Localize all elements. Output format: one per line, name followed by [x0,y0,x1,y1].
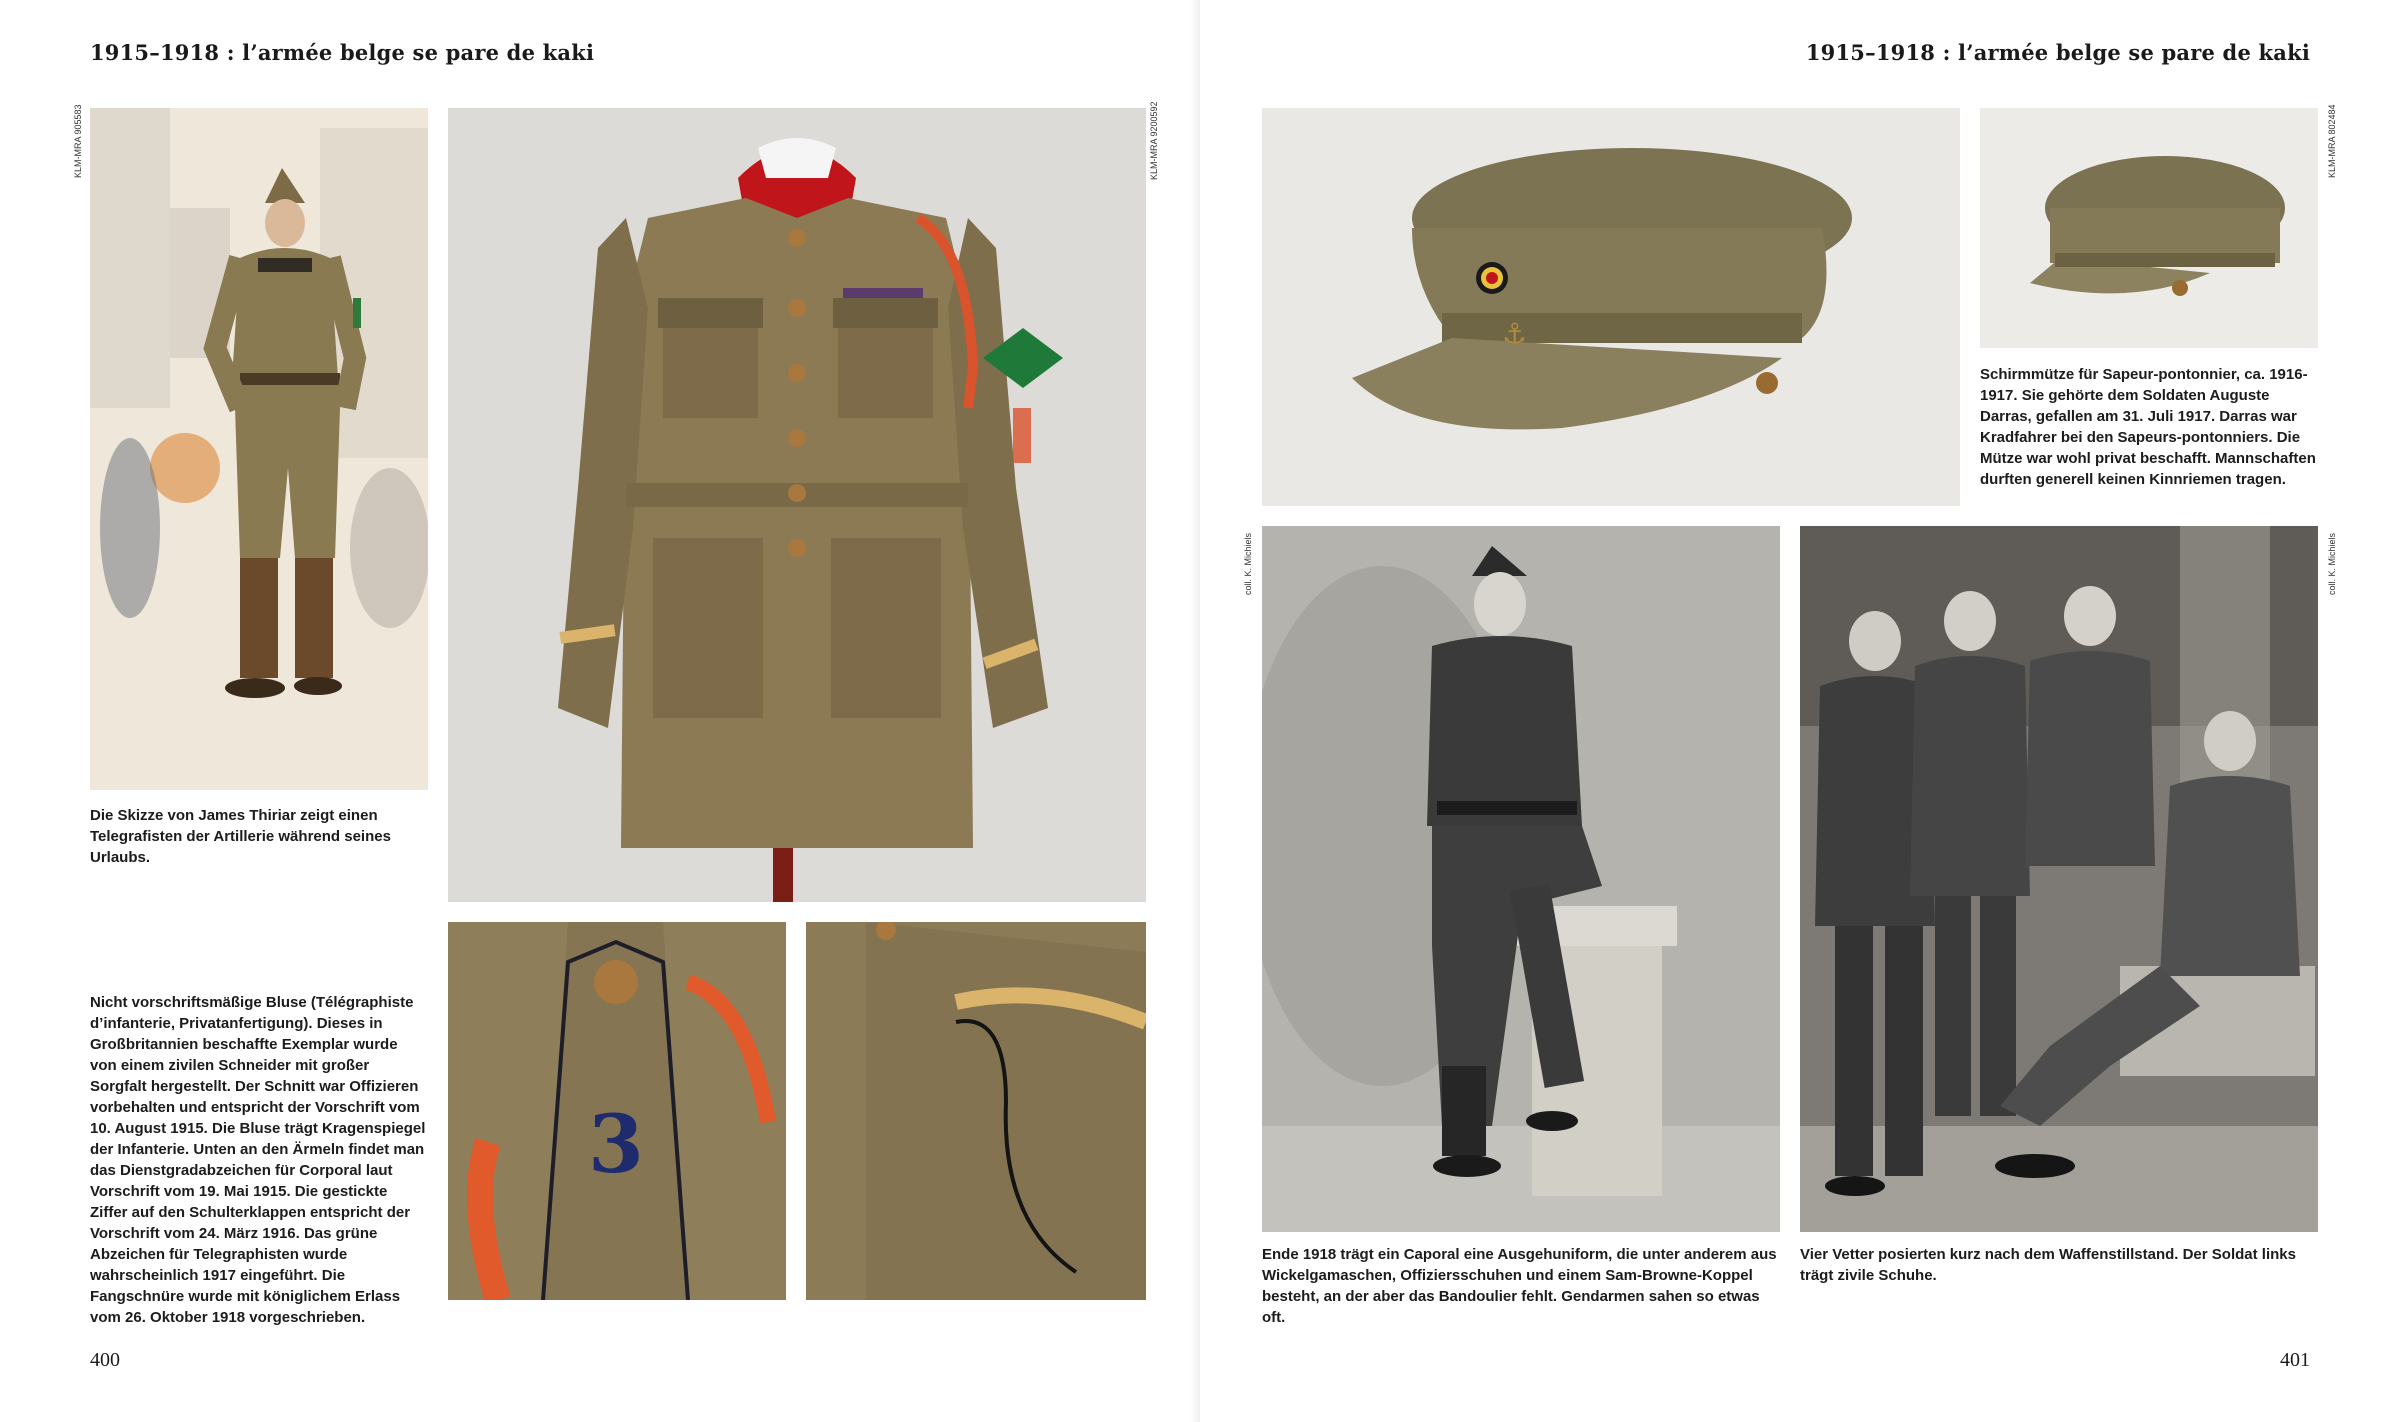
photo-credit-cap: KLM-MRA 802484 [2327,104,2337,178]
photo-credit-tunic: KLM-MRA 9200592 [1149,101,1159,180]
page-number-right: 401 [2280,1349,2310,1371]
sketch-telegraphist-image [90,108,428,790]
right-page [1200,0,2400,1422]
caption-caporal: Ende 1918 trägt ein Caporal eine Ausgehuniform, die unter anderem aus Wickelgamaschen, Offiziersschuhen und einem Sam-Browne-Koppel besteht, an der aber das Bandoulier fehlt. Gendarmen sahen so etwas oft. [1262,1246,1777,1326]
tunic-photo [448,108,1146,902]
photo-credit-sketch: KLM-MRA 905583 [73,104,83,178]
photo-credit-caporal: coll. K. Michiels [1243,532,1253,595]
caption-cousins: Vier Vetter posierten kurz nach dem Waffenstillstand. Der Soldat links trägt zivile Schuhe. [1800,1246,2296,1284]
detail-sleeve-cuff-photo [806,922,1146,1300]
svg-text:⚓: ⚓ [1502,317,1528,350]
page-number-left: 400 [90,1349,120,1371]
photo-credit-cousins: coll. K. Michiels [2327,532,2337,595]
caption-tunic: Nicht vorschriftsmäßige Bluse (Télégraphiste d’infanterie, Privatanfertigung). Dieses in Großbritannien beschaffte Exemplar wurde von einem zivilen Schneider mit großer Sorgfalt hergestellt. Der Schnitt war Offizieren vorbehalten und entspricht der Vorschrift vom 10. August 1915. Die Bluse trägt Kragenspiegel der Infanterie. Unten an den Ärmeln findet man das Dienstgradabzeichen für Corporal laut Vorschrift vom 19. Mai 1915. Die gestickte Ziffer auf den Schulterklappen entspricht der Vorschrift vom 24. März 1916. Das grüne Abzeichen für Telegraphisten wurde wahrscheinlich 1917 eingeführt. Die Fangschnüre wurde mit königlichem Erlass vom 26. Oktober 1918 vorgeschrieben. [90,994,426,1326]
cap-photo-small [1980,108,2318,348]
running-head-left: 1915–1918 : l’armée belge se pare de kaki [90,40,595,65]
running-head-right: 1915–1918 : l’armée belge se pare de kaki [1805,40,2310,65]
photo-caporal [1262,526,1780,1232]
caption-sketch: Die Skizze von James Thiriar zeigt einen Telegrafisten der Artillerie während seines Urlaubs. [90,807,391,866]
cap-photo-large [1262,108,1960,506]
embroidered-digit: 3 [588,1097,644,1191]
detail-shoulder-strap-photo [448,922,786,1300]
caption-cap: Schirmmütze für Sapeur-pontonnier, ca. 1916-1917. Sie gehörte dem Soldaten Auguste Darras, gefallen am 31. Juli 1917. Darras war Kradfahrer bei den Sapeurs-pontonniers. Die Mütze war wohl privat beschafft. Mannschaften durften generell keinen Kinnriemen tragen. [1980,366,2316,488]
photo-four-cousins [1800,526,2318,1232]
